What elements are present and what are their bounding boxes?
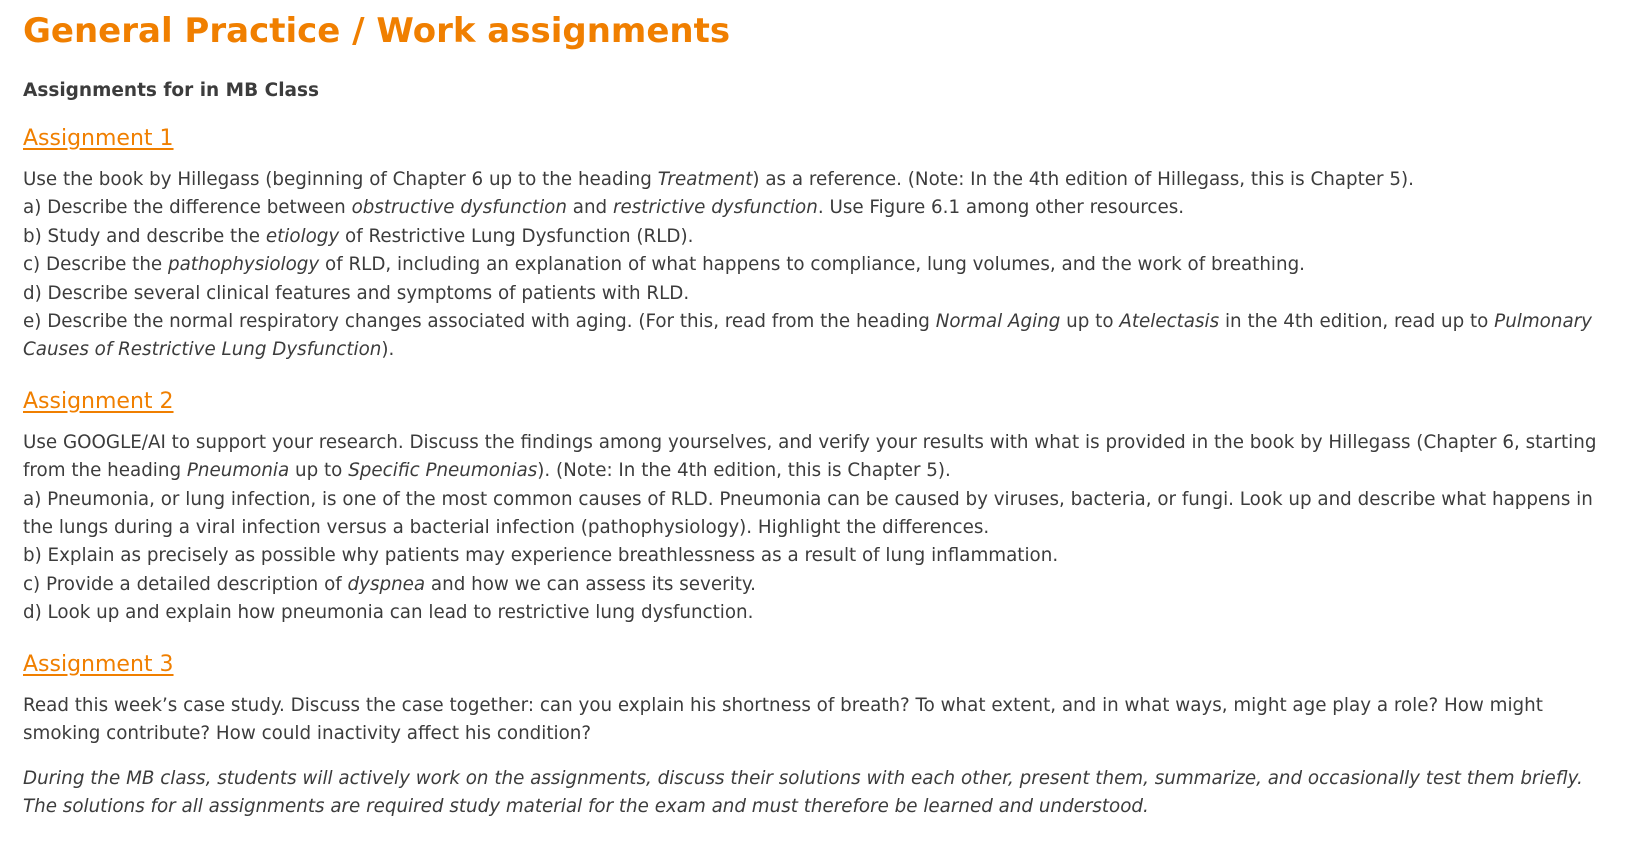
text-run: c) Provide a detailed description of [23, 573, 348, 595]
assignment-1-item-e [23, 308, 1616, 365]
text-run: ). [381, 339, 395, 361]
emphasis-text: pathophysiology [167, 254, 320, 276]
emphasis-text: Atelectasis [1119, 311, 1220, 333]
page-subtitle: Assignments for in MB Class [23, 80, 320, 101]
assignment-3-section [23, 650, 1616, 680]
text-run: up to [1060, 311, 1120, 333]
text-run: in the 4th edition, read up to [1219, 311, 1495, 333]
assignment-3-link[interactable]: Assignment 3 [23, 651, 174, 677]
emphasis-text: etiology [265, 225, 340, 247]
assignment-1-item-c [23, 251, 1616, 279]
assignment-2-item-a: a) Pneumonia, or lung infection, is one of the most common causes of RLD. Pneumonia can be caused by viruses, bacteria, or fungi. Look up and describe what happens in the lungs during a viral infection versus a bacterial infection (pathophysiology). Highlight the differences. [23, 488, 1593, 539]
emphasis-text: Normal Aging [935, 311, 1061, 333]
assignment-1-item-b [23, 223, 1616, 251]
assignment-2-link[interactable]: Assignment 2 [23, 388, 174, 414]
assignment-1-body [23, 166, 1616, 365]
text-run: of RLD, including an explanation of what happens to compliance, lung volumes, and the work of breathing. [319, 254, 1305, 276]
assignment-2-item-c [23, 571, 1616, 599]
assignment-1-link[interactable]: Assignment 1 [23, 126, 174, 151]
text-run: c) Describe the [23, 254, 168, 276]
assignment-3-body [23, 692, 1616, 749]
text-run: . Use Figure 6.1 among other resources. [817, 197, 1185, 219]
text-run: e) Describe the normal respiratory changes associated with aging. (For this, read from the heading [23, 311, 936, 333]
assignment-1-intro [23, 166, 1616, 194]
page-title: General Practice / Work assignments [23, 11, 731, 51]
text-run: b) Study and describe the [23, 225, 266, 247]
assignment-2-body [23, 429, 1616, 628]
text-run: of Restrictive Lung Dysfunction (RLD). [339, 225, 694, 247]
text-run: ). (Note: In the 4th edition, this is Chapter 5). [537, 460, 951, 482]
emphasis-text: Treatment [657, 169, 753, 190]
assignment-1-item-d: d) Describe several clinical features and symptoms of patients with RLD. [23, 282, 690, 304]
text-run: Use GOOGLE/AI to support your research. Discuss the findings among yourselves, and verify your results with what is provided in the book by Hillegass (Chapter 6, starting from the heading [23, 431, 1597, 482]
text-run: up to [289, 460, 349, 482]
text-run: a) Describe the difference between [23, 197, 352, 219]
assignment-1-item-a [23, 194, 1616, 222]
assignment-2-item-d: d) Look up and explain how pneumonia can lead to restrictive lung dysfunction. [23, 602, 754, 624]
emphasis-text: Pulmonary Causes of Restrictive Lung Dysfunction [23, 311, 1592, 361]
text-run: ) as a reference. (Note: In the 4th edition of Hillegass, this is Chapter 5). [752, 169, 1414, 190]
assignment-3-text: Read this week’s case study. Discuss the case together: can you explain his shortness of breath? To what extent, and in what ways, might age play a role? How might smoking contribute? How could inactivity affect his condition? [23, 694, 1543, 745]
assignment-2-section [23, 387, 1616, 417]
emphasis-text: Specific Pneumonias [348, 460, 538, 482]
closing-note: During the MB class, students will actively work on the assignments, discuss their solutions with each other, present them, summarize, and occasionally test them briefly. The solutions for all assignments are required study material for the exam and must therefore be learned and understood. [23, 767, 1583, 817]
assignment-2-item-b: b) Explain as precisely as possible why patients may experience breathlessness as a result of lung inflammation. [23, 545, 1059, 567]
assignment-2-intro [23, 429, 1616, 486]
emphasis-text: restrictive dysfunction [612, 197, 818, 219]
emphasis-text: dyspnea [347, 573, 426, 595]
emphasis-text: Pneumonia [186, 460, 290, 482]
emphasis-text: obstructive dysfunction [351, 197, 567, 219]
assignment-1-section [23, 124, 1616, 154]
text-run: and how we can assess its severity. [425, 573, 756, 595]
text-run: Use the book by Hillegass (beginning of Chapter 6 up to the heading [23, 169, 658, 190]
text-run: and [566, 197, 613, 219]
